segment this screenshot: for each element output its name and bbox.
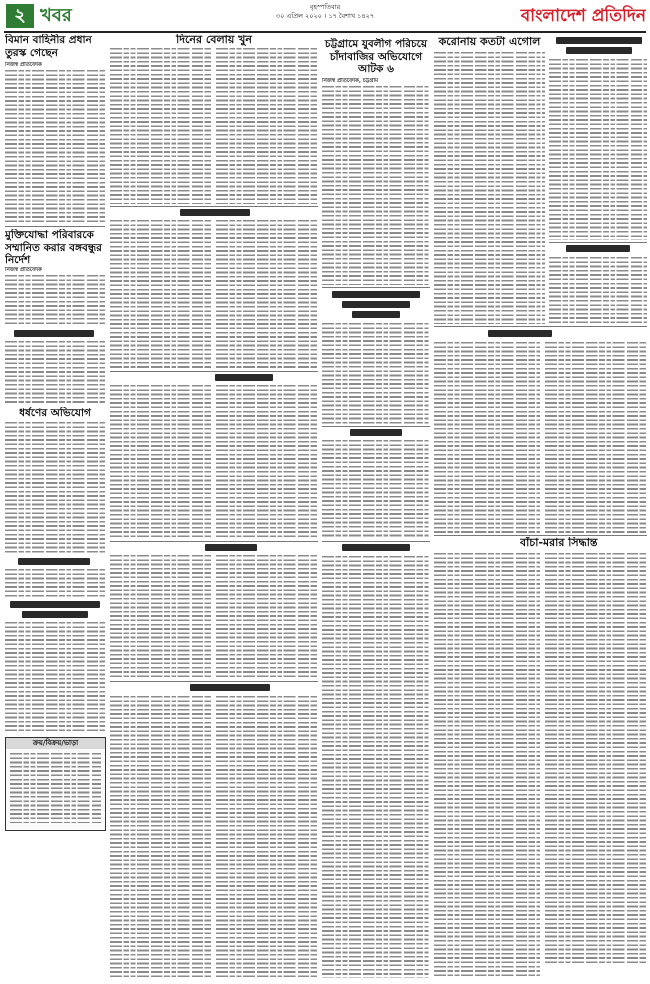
section-divider	[110, 206, 318, 207]
section-divider	[322, 287, 430, 288]
headline	[488, 330, 552, 337]
article-body	[434, 52, 545, 324]
headline	[352, 311, 400, 318]
classifieds-body	[10, 753, 101, 823]
article-body	[110, 48, 211, 204]
headline: মুক্তিযোদ্ধা পরিবারকে সম্মানিত করার বঙ্গবন্ধুর নির্দেশ	[5, 229, 102, 266]
article-body	[322, 323, 430, 424]
article-body	[5, 70, 105, 224]
headline	[190, 684, 270, 691]
section-divider	[110, 541, 318, 542]
headline	[215, 374, 273, 381]
headline	[556, 37, 642, 44]
headline: ধর্ষণের অভিযোগ	[19, 407, 91, 419]
date: ৩০ এপ্রিল ২০২০ । ১৭ বৈশাখ ১৪২৭	[275, 12, 375, 20]
headline	[332, 291, 420, 298]
headline: বিমান বাহিনীর প্রধান তুরস্ক গেছেন	[5, 34, 92, 59]
masthead-divider	[4, 31, 646, 33]
article-body	[5, 422, 105, 554]
article-body	[216, 48, 318, 204]
headline: বাঁচা-মরার সিদ্ধান্ত	[520, 537, 598, 549]
article-body	[545, 553, 647, 963]
headline	[14, 330, 94, 337]
headline	[180, 209, 250, 216]
headline: চট্টগ্রামে যুবলীগ পরিচয়ে চাঁদাবাজির অভিযোগে আটক ৬	[324, 38, 428, 75]
article-body	[549, 257, 647, 324]
classifieds-title: ক্রয়/বিক্রয়/ভাড়া	[6, 738, 105, 749]
article-body	[5, 275, 105, 325]
article-body	[322, 86, 430, 285]
byline: নিজস্ব প্রতিবেদক	[5, 62, 42, 68]
headline: দিনের বেলায় খুন	[176, 34, 252, 46]
section-divider	[110, 681, 318, 682]
classifieds-box	[5, 737, 106, 831]
article-body	[549, 59, 647, 240]
article-body	[545, 342, 647, 534]
headline	[342, 301, 410, 308]
article-body	[5, 622, 105, 732]
section-divider	[5, 226, 105, 227]
article-body	[110, 555, 211, 679]
byline: নিজস্ব প্রতিবেদক	[5, 267, 42, 273]
headline	[10, 601, 100, 608]
headline	[566, 245, 630, 252]
article-body	[322, 556, 430, 978]
article-body	[216, 220, 318, 369]
byline: নিজস্ব প্রতিবেদক, চট্টগ্রাম	[322, 78, 379, 84]
article-body	[216, 555, 318, 679]
section-divider	[110, 371, 318, 372]
headline	[18, 558, 90, 565]
newspaper-logo: বাংলাদেশ প্রতিদিন	[520, 6, 646, 26]
article-body	[110, 385, 211, 539]
section-divider	[549, 242, 647, 243]
article-body	[216, 385, 318, 539]
article-body	[434, 553, 540, 978]
section-divider	[434, 535, 647, 536]
article-body	[434, 342, 540, 534]
section-divider	[322, 541, 430, 542]
section-divider	[322, 426, 430, 427]
article-body	[216, 696, 318, 978]
headline	[350, 429, 402, 436]
section-divider	[434, 326, 647, 327]
section-title: খবর	[40, 5, 72, 26]
article-body	[5, 569, 105, 597]
dateline	[230, 3, 420, 21]
headline: করোনায় কতটা এগোল	[438, 36, 541, 48]
headline	[22, 611, 88, 618]
page-number: ২	[6, 4, 34, 28]
article-body	[110, 696, 211, 978]
headline	[205, 544, 257, 551]
headline	[342, 544, 410, 551]
article-body	[322, 440, 430, 539]
headline	[566, 47, 632, 54]
article-body	[110, 220, 211, 369]
weekday: বৃহস্পতিবার	[309, 3, 341, 11]
article-body	[5, 341, 105, 403]
